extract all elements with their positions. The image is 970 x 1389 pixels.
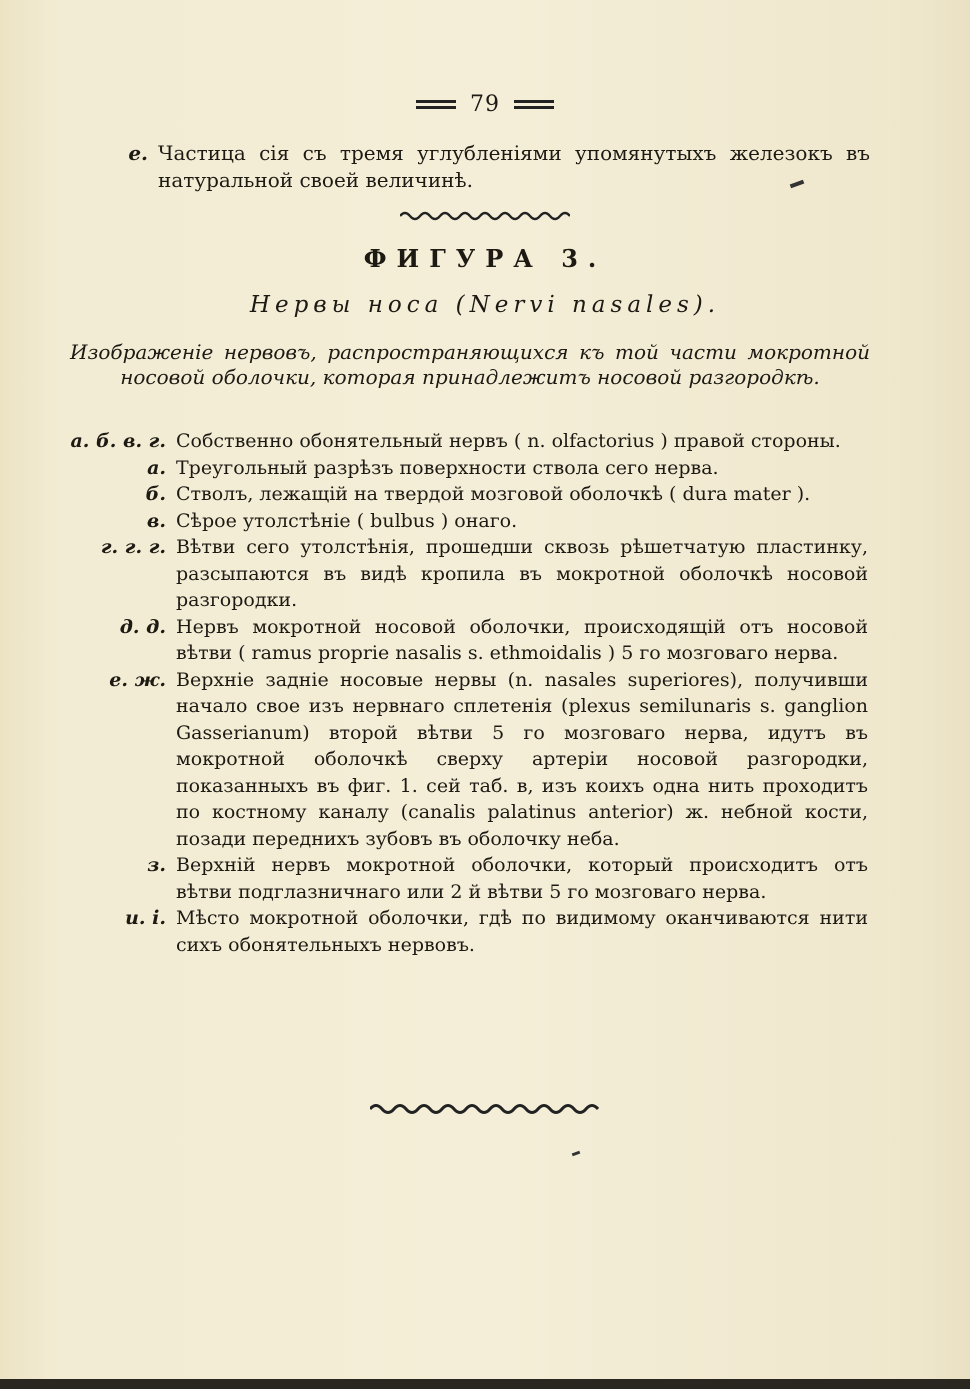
list-item xyxy=(68,667,868,853)
list-item-text: Стволъ, лежащій на твердой мозговой оболочкѣ ( dura mater ). xyxy=(176,483,811,505)
page-header xyxy=(0,92,970,117)
list-item-marker: а. б. в. г. xyxy=(70,430,166,452)
ink-speck xyxy=(572,1151,581,1157)
header-rule-right xyxy=(514,100,554,109)
list-item-text: Сѣрое утолстѣніе ( bulbus ) онаго. xyxy=(176,509,518,532)
list-item-text: Треугольный разрѣзъ поверхности ствола сего нерва. xyxy=(176,456,719,479)
ornament-bottom xyxy=(0,1102,970,1116)
list-item-marker: е. ж. xyxy=(109,668,166,691)
top-item xyxy=(70,140,870,194)
list-item-text: Вѣтви сего утолстѣнія, прошедши сквозь рѣшетчатую пластинку, разсыпаются въ видѣ кропила въ мокротной оболочкѣ носовой разгородки. xyxy=(176,536,868,611)
list-item xyxy=(68,614,868,667)
figure-heading: ФИГУРА 3. xyxy=(363,244,607,273)
list-item xyxy=(68,455,868,482)
list-item-marker: г. г. г. xyxy=(100,536,166,558)
list-item-text: Верхніе задніе носовые нервы (n. nasales superiores), получивши начало свое изъ нервнаго сплетенія (plexus semilunaris s. ganglion Gasserianum) второй вѣтви 5 го мозговаго нерва, идутъ въ мокротной оболочкѣ сверху артеріи носовой разгородки, показанныхъ въ фиг. 1. сей таб. в, изъ коихъ одна нить проходитъ по костному каналу (canalis palatinus anterior) ж. небной кости, позади переднихъ зубовъ въ оболочку неба. xyxy=(176,668,868,850)
page-bottom-edge xyxy=(0,1379,970,1389)
ornament-top xyxy=(0,210,970,222)
list-item xyxy=(68,428,868,455)
list-item xyxy=(68,534,868,614)
list-item-marker: д. д. xyxy=(119,615,166,638)
list-item xyxy=(68,508,868,535)
top-item-text: Частица сія съ тремя углубленіями упомянутыхъ железокъ въ натуральной своей величинѣ. xyxy=(158,141,870,192)
list-item-marker: а. xyxy=(147,456,166,479)
list-item xyxy=(68,481,868,508)
figure-subheading: Нервы носа (Nervi nasales). xyxy=(249,292,721,318)
list-item-marker: з. xyxy=(147,854,166,876)
top-item-marker: е. xyxy=(128,141,148,165)
list-item-marker: б. xyxy=(145,483,166,505)
page-number: 79 xyxy=(470,92,500,117)
list-item-text: Собственно обонятельный нервъ ( n. olfactorius ) правой стороны. xyxy=(176,430,841,452)
list-item-marker: и. і. xyxy=(125,907,166,929)
intro-paragraph: Изображеніе нервовъ, распространяющихся къ той части мокротной носовой оболочки, которая принадлежитъ носовой разгородкѣ. xyxy=(70,340,870,389)
list-item-text: Мѣсто мокротной оболочки, гдѣ по видимому оканчиваются нити сихъ обонятельныхъ нервовъ. xyxy=(176,907,868,956)
list-item-text: Верхній нервъ мокротной оболочки, который происходитъ отъ вѣтви подглазничнаго или 2 й вѣтви 5 го мозговаго нерва. xyxy=(176,854,868,903)
legend-list xyxy=(68,428,868,958)
list-item-text: Нервъ мокротной носовой оболочки, происходящій отъ носовой вѣтви ( ramus proprie nasalis s. ethmoidalis ) 5 го мозговаго нерва. xyxy=(176,615,868,664)
list-item xyxy=(68,905,868,958)
header-rule-left xyxy=(416,100,456,109)
list-item-marker: в. xyxy=(146,509,166,532)
list-item xyxy=(68,852,868,905)
